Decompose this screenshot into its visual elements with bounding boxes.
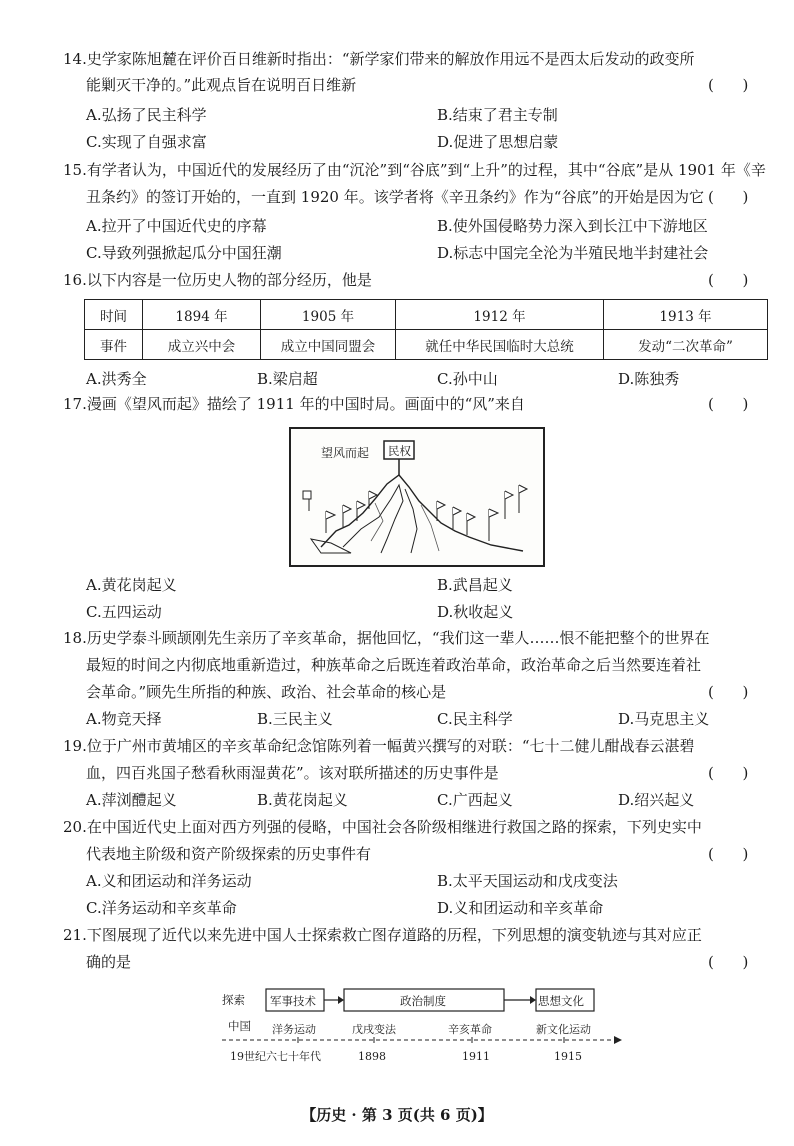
table-cell: 1912 年 <box>396 300 604 330</box>
q16-stem-line1: 16.以下内容是一位历史人物的部分经历，他是 <box>63 271 372 289</box>
box-label: 政治制度 <box>400 994 446 1008</box>
q14-answer-paren: ( ) <box>708 76 749 94</box>
diagram-label-china: 中国 <box>228 1019 251 1033</box>
table-row <box>85 300 768 330</box>
timeline-year: 19世纪六七十年代 <box>230 1050 321 1063</box>
q18-option-c: C.民主科学 <box>437 710 513 728</box>
box-label: 思想文化 <box>538 994 584 1008</box>
timeline-event: 戊戌变法 <box>352 1023 396 1036</box>
q15-option-c: C.导致列强掀起瓜分中国狂潮 <box>86 244 282 262</box>
table-cell: 1913 年 <box>604 300 768 330</box>
timeline-event: 洋务运动 <box>272 1023 316 1036</box>
q15-stem-line1: 15.有学者认为，中国近代的发展经历了由“沉沦”到“谷底”到“上升”的过程，其中“谷底”是从 1901 年《辛 <box>63 161 766 179</box>
q18-option-b: B.三民主义 <box>257 710 333 728</box>
q21-stem-line1: 21.下图展现了近代以来先进中国人士探索救亡图存道路的历程，下列思想的演变轨迹与其对应正 <box>63 926 702 944</box>
q17-stem-line1: 17.漫画《望风而起》描绘了 1911 年的中国时局。画面中的“风”来自 <box>63 395 525 413</box>
q21-answer-paren: ( ) <box>708 953 749 971</box>
q18-stem-line2: 最短的时间之内彻底地重新造过，种族革命之后既连着政治革命，政治革命之后当然要连着社 <box>86 656 702 674</box>
q20-stem-line1: 20.在中国近代史上面对西方列强的侵略，中国社会各阶级相继进行救国之路的探索，下列史实中 <box>63 818 702 836</box>
cartoon-caption: 望风而起 <box>321 446 370 460</box>
table-cell: 成立中国同盟会 <box>261 330 396 360</box>
q14-option-a: A.弘扬了民主科学 <box>86 106 207 124</box>
q16-option-c: C.孙中山 <box>437 370 498 388</box>
q19-stem-line1: 19.位于广州市黄埔区的辛亥革命纪念馆陈列着一幅黄兴撰写的对联：“七十二健儿酣战春云湛碧 <box>63 737 695 755</box>
timeline-year: 1911 <box>462 1050 490 1063</box>
q17-option-d: D.秋收起义 <box>437 603 514 621</box>
mountain-flags-drawing <box>291 429 543 565</box>
q15-option-a: A.拉开了中国近代史的序幕 <box>86 217 267 235</box>
q20-option-c: C.洋务运动和辛亥革命 <box>86 899 237 917</box>
q15-answer-paren: ( ) <box>708 188 749 206</box>
q17-cartoon-image <box>289 427 545 567</box>
exploration-diagram <box>218 984 628 1074</box>
arrow-right-icon <box>614 1036 622 1044</box>
timeline-year: 1898 <box>358 1050 386 1063</box>
arrow-right-icon <box>338 996 344 1004</box>
arrow-right-icon <box>530 996 536 1004</box>
q14-stem-line1: 14.史学家陈旭麓在评价百日维新时指出：“新学家们带来的解放作用远不是西太后发动的政变所 <box>63 50 695 68</box>
q19-option-b: B.黄花岗起义 <box>257 791 348 809</box>
q17-option-c: C.五四运动 <box>86 603 162 621</box>
q20-answer-paren: ( ) <box>708 845 749 863</box>
flag-text: 民权 <box>388 444 411 458</box>
q14-option-c: C.实现了自强求富 <box>86 133 207 151</box>
table-cell: 1905 年 <box>261 300 396 330</box>
page-footer: 【历史 · 第 3 页(共 6 页)】 <box>301 1106 493 1124</box>
q14-stem-line2: 能剿灭干净的。”此观点旨在说明百日维新 <box>86 76 357 94</box>
table-cell: 成立兴中会 <box>143 330 261 360</box>
q18-answer-paren: ( ) <box>708 683 749 701</box>
table-cell: 发动“二次革命” <box>604 330 768 360</box>
table-cell: 就任中华民国临时大总统 <box>396 330 604 360</box>
q20-option-b: B.太平天国运动和戊戌变法 <box>437 872 618 890</box>
q16-option-b: B.梁启超 <box>257 370 318 388</box>
q20-option-a: A.义和团运动和洋务运动 <box>86 872 252 890</box>
q19-answer-paren: ( ) <box>708 764 749 782</box>
diagram-label-explore: 探索 <box>222 993 245 1007</box>
q16-table <box>84 299 768 360</box>
q18-stem-line3: 会革命。”顾先生所指的种族、政治、社会革命的核心是 <box>86 683 447 701</box>
q16-answer-paren: ( ) <box>708 271 749 289</box>
box-label: 军事技术 <box>270 994 316 1008</box>
timeline-year: 1915 <box>554 1050 582 1063</box>
q20-option-d: D.义和团运动和辛亥革命 <box>437 899 604 917</box>
table-row <box>85 330 768 360</box>
q20-stem-line2: 代表地主阶级和资产阶级探索的历史事件有 <box>86 845 372 863</box>
q15-stem-line2: 丑条约》的签订开始的，一直到 1920 年。该学者将《辛丑条约》作为“谷底”的开始是因为它 <box>86 188 705 206</box>
q15-option-b: B.使外国侵略势力深入到长江中下游地区 <box>437 217 708 235</box>
table-header-time: 时间 <box>85 300 143 330</box>
q19-option-c: C.广西起义 <box>437 791 513 809</box>
table-header-event: 事件 <box>85 330 143 360</box>
q17-option-a: A.黄花岗起义 <box>86 576 177 594</box>
q17-option-b: B.武昌起义 <box>437 576 513 594</box>
q19-option-a: A.萍浏醴起义 <box>86 791 177 809</box>
q16-option-d: D.陈独秀 <box>618 370 680 388</box>
timeline-event: 辛亥革命 <box>448 1023 492 1036</box>
timeline-event: 新文化运动 <box>536 1023 591 1036</box>
q17-answer-paren: ( ) <box>708 395 749 413</box>
q15-option-d: D.标志中国完全沦为半殖民地半封建社会 <box>437 244 709 262</box>
q21-stem-line2: 确的是 <box>86 953 132 971</box>
q14-option-b: B.结束了君主专制 <box>437 106 558 124</box>
q19-option-d: D.绍兴起义 <box>618 791 695 809</box>
q18-option-d: D.马克思主义 <box>618 710 710 728</box>
q14-option-d: D.促进了思想启蒙 <box>437 133 559 151</box>
q21-diagram <box>218 984 628 1074</box>
table-cell: 1894 年 <box>143 300 261 330</box>
q18-option-a: A.物竞天择 <box>86 710 162 728</box>
q19-stem-line2: 血，四百兆国子愁看秋雨湿黄花”。该对联所描述的历史事件是 <box>86 764 499 782</box>
q16-option-a: A.洪秀全 <box>86 370 147 388</box>
q18-stem-line1: 18.历史学泰斗顾颉刚先生亲历了辛亥革命，据他回忆，“我们这一辈人……恨不能把整个的世界在 <box>63 629 710 647</box>
